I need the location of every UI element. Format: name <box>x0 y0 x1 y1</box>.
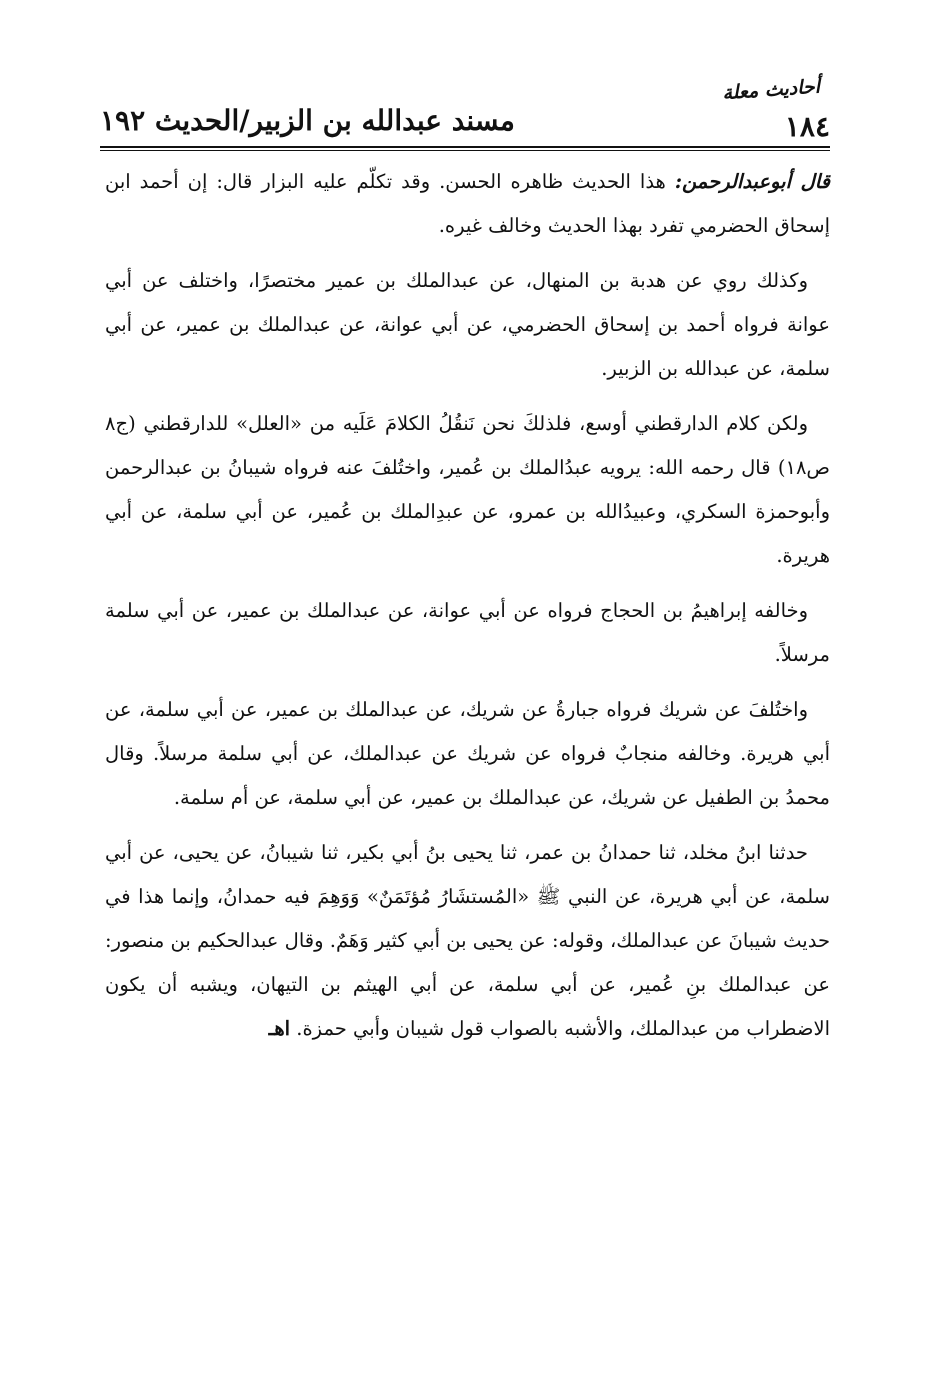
paragraph-1 <box>105 160 830 248</box>
speaker-label: قال أبوعبدالرحمن: <box>674 170 830 193</box>
book-title: أحاديث معلة <box>721 75 821 105</box>
paragraph-1-text: هذا الحديث ظاهره الحسن. وقد تكلّم عليه البزار قال: إن أحمد ابن إسحاق الحضرمي تفرد بهذا الحديث وخالف غيره. <box>105 170 830 237</box>
paragraph-3: ولكن كلام الدارقطني أوسع، فلذلكَ نحن نَنقُلُ الكلامَ عَلَيه من «العلل» للدارقطني (ج٨ ص١٨) قال رحمه الله: يرويه عبدُالملك بن عُمير، واختُلفَ عنه فرواه شيبانُ بن عبدالرحمن وأبوحمزة السكري، وعبيدُالله بن عمرو، عن عبدِالملك بن عُمير، عن أبي سلمة، عن أبي هريرة. <box>105 412 830 567</box>
end-mark: اهـ <box>268 1017 291 1040</box>
page-title: مسند عبدالله بن الزبير/الحديث ١٩٢ <box>100 104 515 137</box>
paragraph-2: وكذلك روي عن هدبة بن المنهال، عن عبدالملك بن عمير مختصرًا، واختلف عن أبي عوانة فرواه أحمد بن إسحاق الحضرمي، عن أبي عوانة، عن عبدالملك بن عمير، عن أبي سلمة، عن عبدالله بن الزبير. <box>105 269 830 380</box>
header-rule-thin <box>100 150 830 151</box>
page-header <box>100 98 830 144</box>
page-number: ١٨٤ <box>784 110 830 143</box>
paragraph-6-text: حدثنا ابنُ مخلد، ثنا حمدانُ بن عمر، ثنا يحيى بنُ أبي بكير، ثنا شيبانُ، عن يحيى، عن أبي سلمة، عن أبي هريرة، عن النبي ﷺ «المُستشَارُ مُؤتَمَنٌ» وَوَهِمَ فيه حمدانُ، وإنما هذا في حديث شيبانَ عن عبدالملك، وقوله: عن يحيى بن أبي كثير وَهَمٌ. وقال عبدالحكيم بن منصور: عن عبدالملك بنِ عُمير، عن أبي سلمة، عن أبي الهيثم بن التيهان، ويشبه أن يكون الاضطراب من عبدالملك، والأشبه بالصواب قول شيبان وأبي حمزة. <box>105 841 830 1040</box>
paragraph-6 <box>105 831 830 1051</box>
body-text <box>105 160 830 1062</box>
paragraph-4: وخالفه إبراهيمُ بن الحجاج فرواه عن أبي عوانة، عن عبدالملك بن عمير، عن أبي سلمة مرسلاً. <box>105 599 830 666</box>
header-rule <box>100 146 830 148</box>
paragraph-5: واختُلفَ عن شريك فرواه جبارةُ عن شريك، عن عبدالملك بن عمير، عن أبي سلمة، عن أبي هريرة. وخالفه منجابٌ فرواه عن شريك عن عبدالملك، عن أبي سلمة مرسلاً. وقال محمدُ بن الطفيل عن شريك، عن عبدالملك بن عمير، عن أبي سلمة، عن أم سلمة. <box>105 698 830 809</box>
